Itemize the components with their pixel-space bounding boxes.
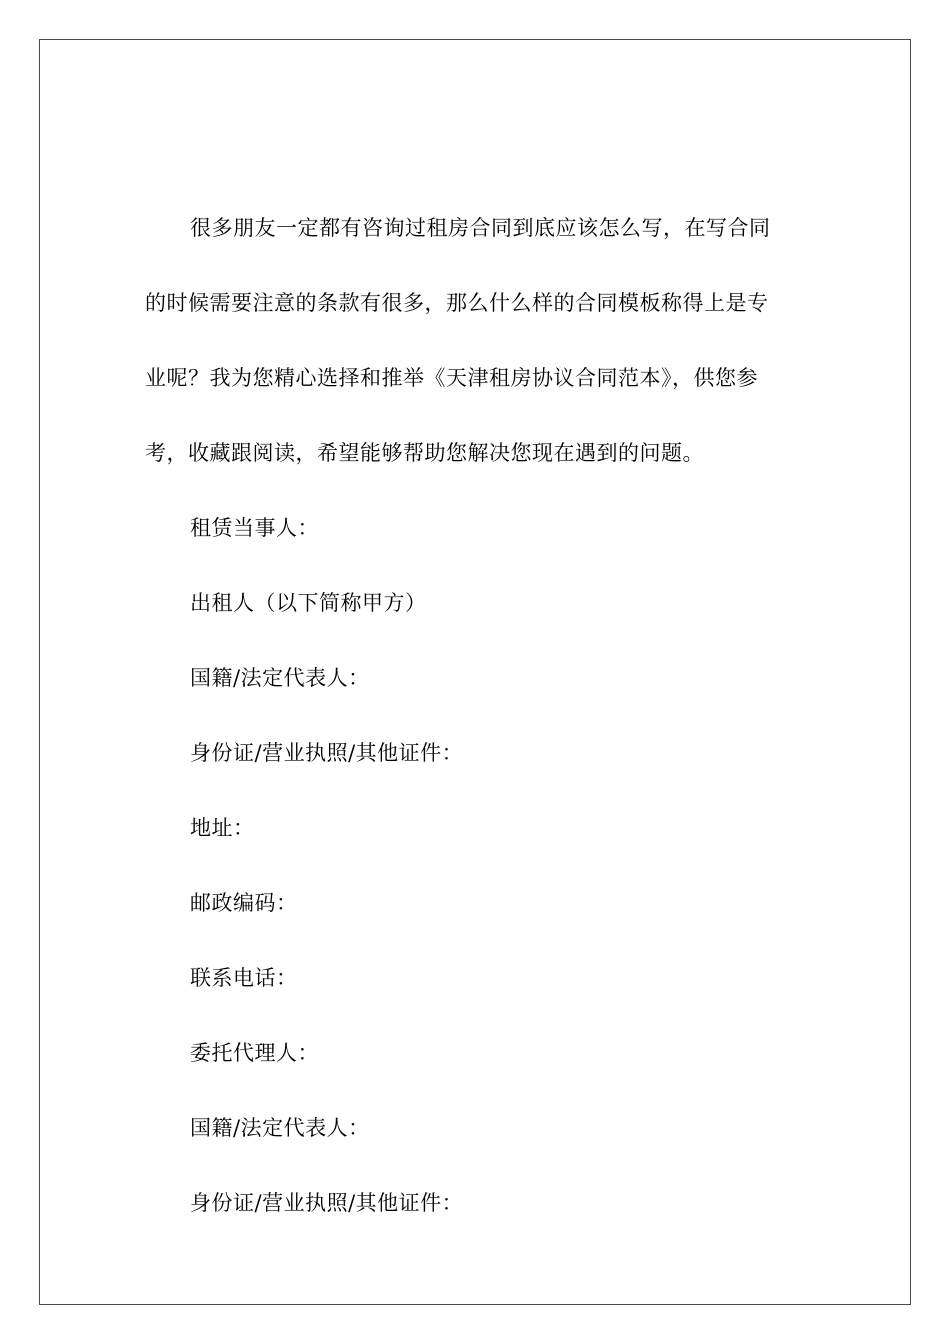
field-postcode-label: 邮政编码： <box>190 891 298 915</box>
field-parties-label: 租赁当事人： <box>190 516 319 540</box>
intro-line-3: 业呢？我为您精心选择和推举《天津租房协议合同范本》，供您参 <box>145 366 758 390</box>
field-nationality-label: 国籍/法定代表人： <box>190 666 370 690</box>
field-lessor-label: 出租人（以下简称甲方） <box>190 591 427 615</box>
field-phone-label: 联系电话： <box>190 966 298 990</box>
field-agent-label: 委托代理人： <box>190 1041 319 1065</box>
intro-line-4: 考，收藏跟阅读，希望能够帮助您解决您现在遇到的问题。 <box>145 441 704 465</box>
field-agent-id-document-label: 身份证/营业执照/其他证件： <box>190 1191 464 1215</box>
intro-line-2: 的时候需要注意的条款有很多，那么什么样的合同模板称得上是专 <box>145 291 769 315</box>
intro-line-1: 很多朋友一定都有咨询过租房合同到底应该怎么写，在写合同 <box>190 216 771 240</box>
field-agent-nationality-label: 国籍/法定代表人： <box>190 1116 370 1140</box>
field-id-document-label: 身份证/营业执照/其他证件： <box>190 741 464 765</box>
field-address-label: 地址： <box>190 816 255 840</box>
